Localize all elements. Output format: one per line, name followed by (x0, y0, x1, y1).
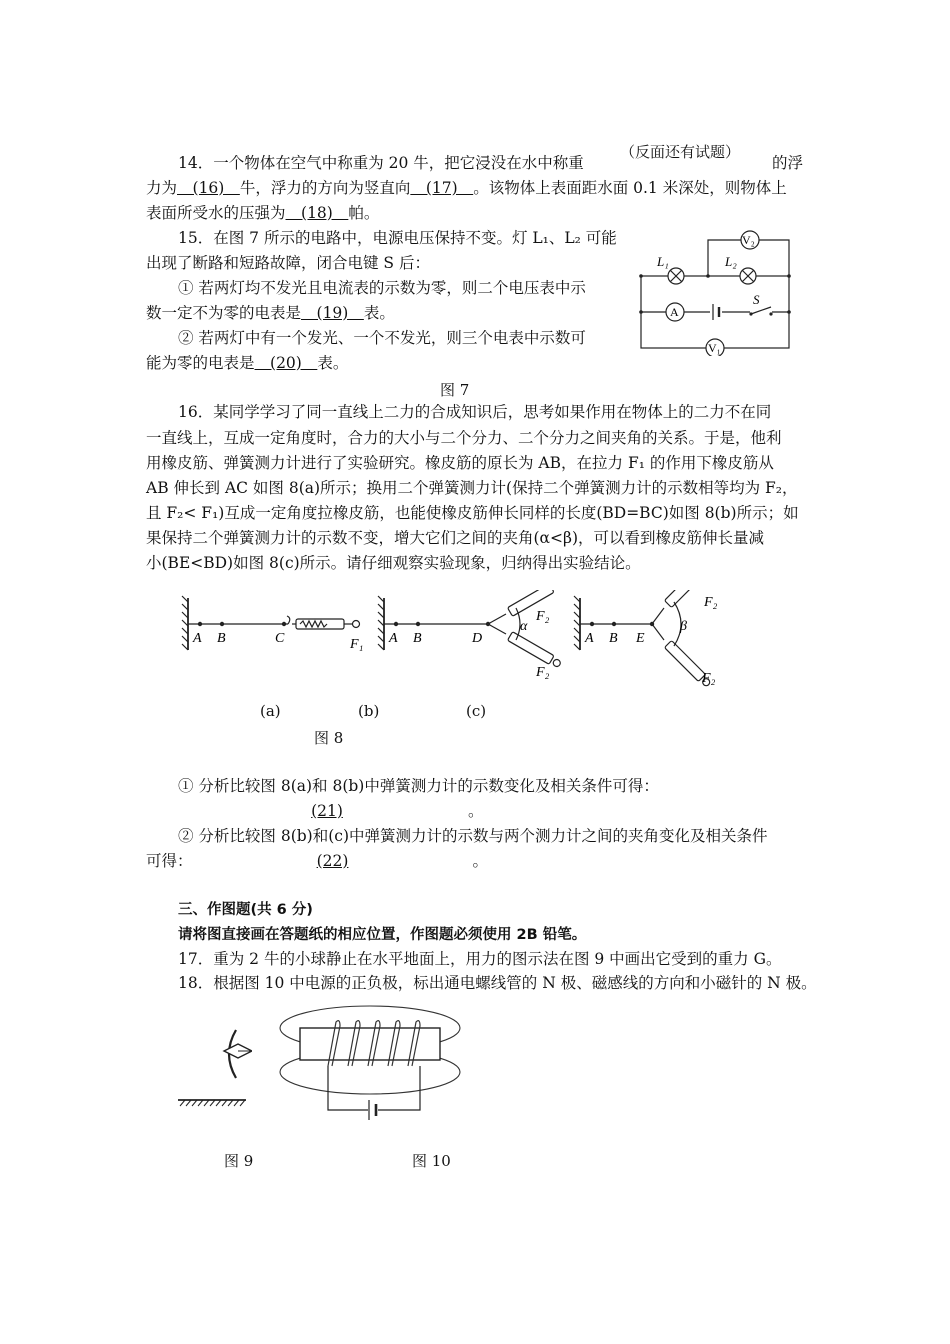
q16-sub1-end: 。 (468, 802, 484, 820)
fig8b-label-b: B (413, 631, 422, 646)
q14-text-2a: 力为 (146, 179, 178, 197)
q16-sub2-answer-line (146, 851, 488, 871)
q16-line7: 小(BE<BD)如图 8(c)所示。请仔细观察实验现象，归纳得出实验结论。 (146, 554, 641, 572)
q14-line1-end: 的浮 (772, 154, 804, 172)
q16-sub1-answer-line (186, 801, 484, 821)
figure-7-circuit (630, 228, 800, 356)
fig8c-label-f2-lower: F₂ (702, 671, 716, 686)
q14-line1 (178, 153, 584, 173)
fig8a-label-c: C (275, 631, 285, 646)
fig8b-label-f2-upper: F₂ (536, 609, 550, 624)
q14-text-3a: 表面所受水的压强为 (146, 204, 286, 222)
label-v2: V₂ (742, 233, 755, 247)
q16-sub1: ① 分析比较图 8(a)和 8(b)中弹簧测力计的示数变化及相关条件可得： (178, 777, 659, 795)
blank-22[interactable]: (22) (316, 852, 349, 870)
q14-line3 (146, 203, 379, 223)
fig8c-label-a: A (585, 631, 594, 646)
label-ammeter: A (670, 305, 679, 319)
q16-sub2-prefix: 可得： (146, 852, 193, 870)
q15-line5: ② 若两灯中有一个发光、一个不发光，则三个电表中示数可 (178, 329, 586, 347)
q14-text-3b: 帕。 (348, 204, 380, 222)
q16-line1: 16．某同学学习了同一直线上二力的合成知识后，思考如果作用在物体上的二力不在同 (178, 403, 772, 421)
blank-20[interactable]: (20) (254, 354, 318, 372)
figure-8-caption: 图 8 (314, 729, 344, 747)
fig8c-label-f2-upper: F₂ (704, 595, 718, 610)
q15-line3: ① 若两灯均不发光且电流表的示数为零，则二个电压表中示 (178, 279, 586, 297)
label-switch: S (753, 292, 760, 307)
q16-sub2: ② 分析比较图 8(b)和(c)中弹簧测力计的示数与两个测力计之间的夹角变化及相关条件 (178, 827, 768, 845)
fig8b-label-alpha: α (520, 619, 528, 634)
q14-text-2c: 。该物体上表面距水面 0.1 米深处，则物体上 (473, 179, 787, 197)
label-v1: V₁ (708, 341, 721, 355)
q15-line6 (146, 353, 348, 373)
section-3-instruction: 请将图直接画在答题纸的相应位置，作图题必须使用 2B 铅笔。 (178, 927, 587, 943)
spring-scale-b-lower-icon (508, 632, 555, 665)
blank-16[interactable]: (16) (177, 179, 240, 197)
q15-line2: 出现了断路和短路故障，闭合电键 S 后： (146, 254, 430, 272)
fig8a-label-a: A (193, 631, 202, 646)
spring-scale-c-lower-icon (664, 640, 705, 681)
figure-10-caption: 图 10 (412, 1152, 451, 1170)
q17-text: 17．重为 2 牛的小球静止在水平地面上，用力的图示法在图 9 中画出它受到的重力 G。 (178, 950, 782, 968)
blank-21[interactable]: (21) (311, 802, 343, 820)
figure-8a-label: (a) (260, 702, 281, 720)
q15-text-4b: 表。 (363, 304, 395, 322)
q15-text-4a: 数一定不为零的电表是 (146, 304, 302, 322)
q14-text-1a: 14．一个物体在空气中称重为 20 牛，把它浸没在水中称重 (178, 154, 584, 172)
fig8b-label-d: D (472, 631, 483, 646)
q15-line1: 15．在图 7 所示的电路中，电源电压保持不变。灯 L₁、L₂ 可能 (178, 229, 617, 247)
fig8b-label-f2-lower: F₂ (536, 665, 550, 680)
q15-line4 (146, 303, 395, 323)
q18-text: 18．根据图 10 中电源的正负极，标出通电螺线管的 N 极、磁感线的方向和小磁针的 N 极。 (178, 974, 817, 992)
blank-19[interactable]: (19) (301, 304, 364, 322)
figure-8c-label: (c) (466, 702, 487, 720)
q15-text-6b: 表。 (317, 354, 349, 372)
fig8a-label-f1: F₁ (350, 637, 364, 652)
fig8c-label-b: B (609, 631, 618, 646)
back-page-notice: （反面还有试题） (616, 142, 744, 162)
figure-10-solenoid (276, 1000, 472, 1130)
label-l2: L₂ (725, 254, 737, 269)
fig8c-label-beta: β (680, 619, 687, 634)
q16-line6: 果保持二个弹簧测力计的示数不变，增大它们之间的夹角(α<β)，可以看到橡皮筋伸长量减 (146, 529, 765, 547)
figure-9 (176, 1024, 252, 1110)
spring-scale-c-upper-icon (664, 590, 705, 608)
q16-line2: 一直线上，互成一定角度时，合力的大小与二个分力、二个分力之间夹角的关系。于是，他利 (146, 429, 782, 447)
q16-sub2-end: 。 (472, 852, 489, 870)
q16-line4: AB 伸长到 AC 如图 8(a)所示；换用二个弹簧测力计(保持二个弹簧测力计的示数相等均为 F₂， (146, 479, 798, 497)
q14-line2 (146, 178, 787, 198)
blank-17[interactable]: (17) (410, 179, 474, 197)
fig8c-label-e: E (636, 631, 645, 646)
blank-18[interactable]: (18) (285, 204, 349, 222)
q14-text-2b: 牛，浮力的方向为竖直向 (239, 179, 411, 197)
figure-8b-label: (b) (358, 702, 380, 720)
figure-7-caption: 图 7 (440, 381, 470, 399)
fig8a-label-b: B (217, 631, 226, 646)
fig8b-label-a: A (389, 631, 398, 646)
q15-text-6a: 能为零的电表是 (146, 354, 255, 372)
q16-line3: 用橡皮筋、弹簧测力计进行了实验研究。橡皮筋的原长为 AB，在拉力 F₁ 的作用下橡皮筋从 (146, 454, 774, 472)
figure-9-caption: 图 9 (224, 1152, 254, 1170)
figure-8 (180, 590, 740, 690)
section-3-title: 三、作图题(共 6 分) (178, 902, 313, 918)
q16-line5: 且 F₂< F₁)互成一定角度拉橡皮筋，也能使橡皮筋伸长同样的长度(BD=BC)如图 8(b)所示；如 (146, 504, 799, 522)
label-l1: L₁ (657, 254, 669, 269)
